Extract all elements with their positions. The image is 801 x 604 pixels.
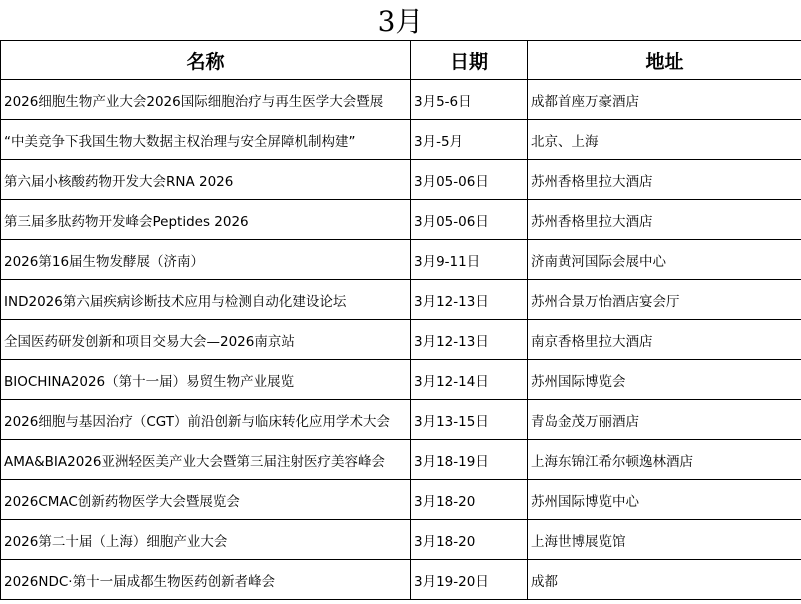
table-row <box>1 400 801 440</box>
cell-address[interactable]: 苏州合景万怡酒店宴会厅 <box>528 280 801 320</box>
cell-name[interactable]: 2026细胞生物产业大会2026国际细胞治疗与再生医学大会暨展 <box>1 80 411 120</box>
table-row <box>1 240 801 280</box>
table-row <box>1 280 801 320</box>
cell-name[interactable]: AMA&BIA2026亚洲轻医美产业大会暨第三届注射医疗美容峰会 <box>1 440 411 480</box>
table-row <box>1 160 801 200</box>
table-row <box>1 120 801 160</box>
header-name[interactable]: 名称 <box>1 41 411 80</box>
table-row <box>1 360 801 400</box>
table-row <box>1 320 801 360</box>
cell-address[interactable]: 苏州香格里拉大酒店 <box>528 160 801 200</box>
cell-date[interactable]: 3月-5月 <box>411 120 528 160</box>
cell-date[interactable]: 3月05-06日 <box>411 160 528 200</box>
cell-address[interactable]: 成都 <box>528 560 801 600</box>
table-row <box>1 200 801 240</box>
cell-date[interactable]: 3月12-13日 <box>411 280 528 320</box>
cell-address[interactable]: 苏州香格里拉大酒店 <box>528 200 801 240</box>
sheet-title: 3月 <box>377 5 424 38</box>
cell-date[interactable]: 3月5-6日 <box>411 80 528 120</box>
cell-address[interactable]: 南京香格里拉大酒店 <box>528 320 801 360</box>
cell-address[interactable]: 上海东锦江希尔顿逸林酒店 <box>528 440 801 480</box>
header-row <box>1 41 801 80</box>
cell-name[interactable]: 2026细胞与基因治疗（CGT）前沿创新与临床转化应用学术大会 <box>1 400 411 440</box>
cell-name[interactable]: BIOCHINA2026（第十一届）易贸生物产业展览 <box>1 360 411 400</box>
table-row <box>1 80 801 120</box>
cell-address[interactable]: 北京、上海 <box>528 120 801 160</box>
cell-date[interactable]: 3月18-20 <box>411 480 528 520</box>
cell-name[interactable]: 全国医药研发创新和项目交易大会—2026南京站 <box>1 320 411 360</box>
cell-date[interactable]: 3月12-14日 <box>411 360 528 400</box>
cell-address[interactable]: 苏州国际博览中心 <box>528 480 801 520</box>
cell-address[interactable]: 青岛金茂万丽酒店 <box>528 400 801 440</box>
cell-name[interactable]: 第三届多肽药物开发峰会Peptides 2026 <box>1 200 411 240</box>
cell-date[interactable]: 3月9-11日 <box>411 240 528 280</box>
cell-name[interactable]: IND2026第六届疾病诊断技术应用与检测自动化建设论坛 <box>1 280 411 320</box>
cell-name[interactable]: 第六届小核酸药物开发大会RNA 2026 <box>1 160 411 200</box>
table-row <box>1 440 801 480</box>
table-row <box>1 480 801 520</box>
cell-name[interactable]: 2026CMAC创新药物医学大会暨展览会 <box>1 480 411 520</box>
cell-name[interactable]: 2026NDC·第十一届成都生物医药创新者峰会 <box>1 560 411 600</box>
cell-name[interactable]: 2026第16届生物发酵展（济南） <box>1 240 411 280</box>
header-date[interactable]: 日期 <box>411 41 528 80</box>
cell-name[interactable]: “中美竞争下我国生物大数据主权治理与安全屏障机制构建” <box>1 120 411 160</box>
table-row <box>1 560 801 600</box>
cell-address[interactable]: 苏州国际博览会 <box>528 360 801 400</box>
cell-date[interactable]: 3月12-13日 <box>411 320 528 360</box>
cell-address[interactable]: 成都首座万豪酒店 <box>528 80 801 120</box>
table-row <box>1 520 801 560</box>
cell-date[interactable]: 3月13-15日 <box>411 400 528 440</box>
cell-date[interactable]: 3月05-06日 <box>411 200 528 240</box>
header-address[interactable]: 地址 <box>528 41 801 80</box>
events-table <box>0 40 801 600</box>
cell-date[interactable]: 3月18-20 <box>411 520 528 560</box>
cell-date[interactable]: 3月19-20日 <box>411 560 528 600</box>
cell-date[interactable]: 3月18-19日 <box>411 440 528 480</box>
cell-name[interactable]: 2026第二十届（上海）细胞产业大会 <box>1 520 411 560</box>
cell-address[interactable]: 济南黄河国际会展中心 <box>528 240 801 280</box>
cell-address[interactable]: 上海世博展览馆 <box>528 520 801 560</box>
